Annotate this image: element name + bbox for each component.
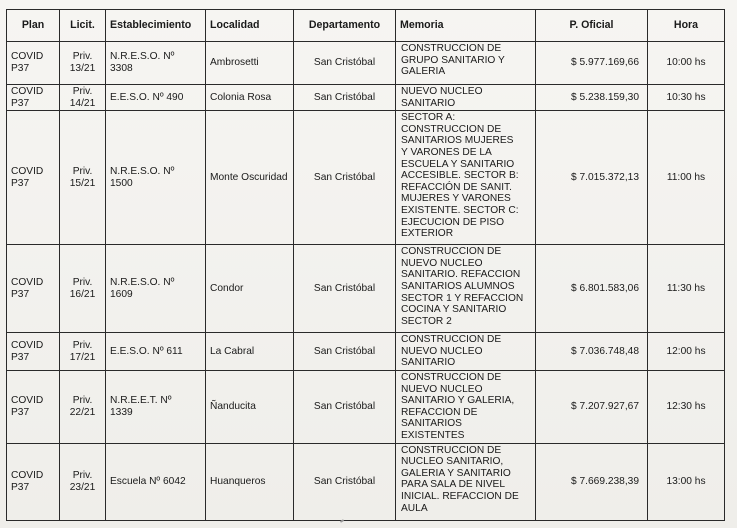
cell-departamento: San Cristóbal <box>294 245 396 333</box>
cell-memoria-line: PARA SALA DE NIVEL <box>401 479 505 491</box>
cell-memoria-line: EJECUCION DE PISO <box>401 216 505 228</box>
cell-plan <box>7 245 60 333</box>
cell-memoria-line: NUEVO NUCLEO <box>401 257 483 269</box>
cell-memoria-line: INICIAL. REFACCION DE <box>401 490 519 502</box>
cell-plan-line: P37 <box>11 177 30 189</box>
cell-establecimiento-line: N.R.E.E.T. Nº <box>110 395 172 407</box>
table-row <box>7 370 725 443</box>
cell-memoria-line: SANITARIO Y GALERIA, <box>401 395 515 407</box>
cell-plan-line: COVID <box>11 469 44 481</box>
cell-localidad: Ñanducita <box>206 370 294 443</box>
header-localidad: Localidad <box>206 10 294 42</box>
cell-hora: 13:00 hs <box>648 443 725 520</box>
cell-memoria-line: AULA <box>401 502 428 514</box>
cell-memoria-line: CONSTRUCCION DE <box>401 123 502 135</box>
cell-licit-line: 15/21 <box>69 177 96 189</box>
header-memoria: Memoria <box>396 10 536 42</box>
cell-plan <box>7 443 60 520</box>
cell-licit <box>60 85 106 111</box>
cell-establecimiento <box>106 443 206 520</box>
cell-plan-line: COVID <box>11 51 44 63</box>
cell-plan-line: P37 <box>11 351 30 363</box>
cell-licit-line: 22/21 <box>69 406 96 418</box>
cell-memoria <box>396 42 536 85</box>
licitaciones-table <box>6 9 725 521</box>
paper-speck <box>340 519 344 523</box>
cell-licit-line: 16/21 <box>69 288 96 300</box>
cell-licit-line: Priv. <box>72 166 93 178</box>
header-p-oficial: P. Oficial <box>536 10 648 42</box>
cell-memoria-line: MUJERES Y VARONES <box>401 193 511 205</box>
cell-memoria-line: REFACCION DE <box>401 406 478 418</box>
cell-departamento: San Cristóbal <box>294 85 396 111</box>
cell-licit-line: Priv. <box>72 339 93 351</box>
cell-memoria-line: SECTOR 1 Y REFACCION <box>401 292 524 304</box>
cell-memoria-line: SANITARIOS <box>401 418 462 430</box>
cell-licit-line: Priv. <box>72 395 93 407</box>
cell-memoria-line: COCINA Y SANITARIO <box>401 304 507 316</box>
cell-establecimiento-line: Escuela Nº 6042 <box>110 475 186 487</box>
cell-licit-line: 23/21 <box>69 481 96 493</box>
cell-memoria-line: SECTOR A: <box>401 112 456 124</box>
cell-plan-line: COVID <box>11 395 44 407</box>
cell-establecimiento <box>106 85 206 111</box>
cell-memoria-line: REFACCIÓN DE SANIT. <box>401 181 512 193</box>
cell-plan-line: COVID <box>11 166 44 178</box>
cell-memoria-line: Y VARONES DE LA <box>401 146 492 158</box>
cell-memoria-line: SANITARIOS MUJERES <box>401 135 514 147</box>
cell-plan <box>7 333 60 371</box>
cell-memoria-line: GRUPO SANITARIO Y <box>401 54 505 66</box>
cell-establecimiento <box>106 333 206 371</box>
cell-establecimiento-line: E.E.S.O. Nº 611 <box>110 345 183 357</box>
cell-memoria-line: NUEVO NUCLEO <box>401 86 483 97</box>
table-row <box>7 111 725 245</box>
cell-plan <box>7 85 60 111</box>
cell-establecimiento-line: N.R.E.S.O. Nº <box>110 166 175 178</box>
cell-memoria <box>396 111 536 245</box>
cell-memoria-line: NUCLEO SANITARIO, <box>401 456 504 468</box>
cell-plan-line: COVID <box>11 339 44 351</box>
cell-plan-line: P37 <box>11 97 30 109</box>
cell-memoria-line: SANITARIO. REFACCION <box>401 269 521 281</box>
cell-memoria <box>396 245 536 333</box>
cell-establecimiento-line: 1339 <box>110 406 133 418</box>
cell-licit-line: Priv. <box>72 469 93 481</box>
cell-plan-line: P37 <box>11 288 30 300</box>
cell-memoria-line: CONSTRUCCION DE <box>401 444 502 456</box>
cell-memoria-line: SANITARIO <box>401 97 456 109</box>
cell-establecimiento <box>106 245 206 333</box>
header-departamento: Departamento <box>294 10 396 42</box>
cell-memoria-line: NUEVO NUCLEO <box>401 345 483 357</box>
cell-memoria-line: SANITARIO <box>401 357 456 369</box>
cell-departamento: San Cristóbal <box>294 111 396 245</box>
cell-departamento: San Cristóbal <box>294 443 396 520</box>
cell-establecimiento <box>106 111 206 245</box>
cell-licit-line: 14/21 <box>69 97 96 109</box>
cell-establecimiento-line: N.R.E.S.O. Nº <box>110 51 175 63</box>
cell-hora: 11:30 hs <box>648 245 725 333</box>
cell-licit <box>60 443 106 520</box>
cell-establecimiento-line: 1609 <box>110 288 133 300</box>
cell-memoria-line: ACCESIBLE. SECTOR B: <box>401 170 519 182</box>
cell-establecimiento <box>106 370 206 443</box>
cell-establecimiento-line: E.E.S.O. Nº 490 <box>110 91 184 103</box>
cell-licit <box>60 370 106 443</box>
cell-departamento: San Cristóbal <box>294 333 396 371</box>
header-plan: Plan <box>7 10 60 42</box>
table-row <box>7 333 725 371</box>
cell-licit <box>60 333 106 371</box>
cell-licit-line: Priv. <box>72 277 93 289</box>
cell-p-oficial: $ 5.977.169,66 <box>536 42 648 85</box>
cell-memoria-line: EXISTENTE. SECTOR C: <box>401 204 519 216</box>
cell-p-oficial: $ 5.238.159,30 <box>536 85 648 111</box>
cell-licit <box>60 111 106 245</box>
cell-plan-line: COVID <box>11 86 44 97</box>
cell-memoria-line: GALERIA <box>401 66 446 78</box>
cell-localidad: Ambrosetti <box>206 42 294 85</box>
cell-establecimiento <box>106 42 206 85</box>
cell-hora: 11:00 hs <box>648 111 725 245</box>
table-row <box>7 85 725 111</box>
cell-plan-line: COVID <box>11 277 44 289</box>
table-row <box>7 42 725 85</box>
cell-plan-line: P37 <box>11 406 30 418</box>
table-header-row <box>7 10 725 42</box>
cell-hora: 12:30 hs <box>648 370 725 443</box>
cell-departamento: San Cristóbal <box>294 370 396 443</box>
cell-licit <box>60 245 106 333</box>
cell-plan <box>7 111 60 245</box>
cell-memoria-line: SANITARIOS ALUMNOS <box>401 280 515 292</box>
cell-memoria <box>396 85 536 111</box>
header-licit: Licit. <box>60 10 106 42</box>
cell-memoria-line: ESCUELA Y SANITARIO <box>401 158 515 170</box>
table-row <box>7 245 725 333</box>
cell-memoria-line: CONSTRUCCION DE <box>401 43 502 54</box>
table-row <box>7 443 725 520</box>
cell-memoria-line: NUEVO NUCLEO <box>401 383 483 395</box>
cell-memoria-line: CONSTRUCCION DE <box>401 371 502 383</box>
cell-plan-line: P37 <box>11 63 30 74</box>
cell-establecimiento-line: 3308 <box>110 63 133 74</box>
cell-localidad: La Cabral <box>206 333 294 371</box>
cell-memoria <box>396 333 536 371</box>
cell-memoria-line: GALERIA Y SANITARIO <box>401 467 511 479</box>
cell-localidad: Huanqueros <box>206 443 294 520</box>
cell-plan-line: P37 <box>11 481 30 493</box>
cell-plan <box>7 370 60 443</box>
cell-memoria-line: SECTOR 2 <box>401 315 452 327</box>
cell-memoria-line: CONSTRUCCION DE <box>401 246 502 258</box>
cell-memoria-line: CONSTRUCCION DE <box>401 334 502 346</box>
cell-departamento: San Cristóbal <box>294 42 396 85</box>
header-establecimiento: Establecimiento <box>106 10 206 42</box>
cell-localidad: Colonia Rosa <box>206 85 294 111</box>
cell-plan <box>7 42 60 85</box>
cell-p-oficial: $ 7.207.927,67 <box>536 370 648 443</box>
cell-memoria-line: EXTERIOR <box>401 228 454 240</box>
cell-memoria-line: EXISTENTES <box>401 429 465 441</box>
header-hora: Hora <box>648 10 725 42</box>
cell-p-oficial: $ 7.036.748,48 <box>536 333 648 371</box>
cell-p-oficial: $ 7.015.372,13 <box>536 111 648 245</box>
cell-licit-line: 17/21 <box>69 351 96 363</box>
cell-establecimiento-line: N.R.E.S.O. Nº <box>110 277 175 289</box>
cell-localidad: Condor <box>206 245 294 333</box>
cell-hora: 12:00 hs <box>648 333 725 371</box>
cell-licit <box>60 42 106 85</box>
cell-hora: 10:30 hs <box>648 85 725 111</box>
cell-hora: 10:00 hs <box>648 42 725 85</box>
cell-memoria <box>396 443 536 520</box>
cell-localidad: Monte Oscuridad <box>206 111 294 245</box>
cell-memoria <box>396 370 536 443</box>
cell-p-oficial: $ 7.669.238,39 <box>536 443 648 520</box>
cell-licit-line: Priv. <box>72 51 93 63</box>
cell-licit-line: Priv. <box>72 86 93 97</box>
cell-p-oficial: $ 6.801.583,06 <box>536 245 648 333</box>
cell-licit-line: 13/21 <box>69 63 96 74</box>
cell-establecimiento-line: 1500 <box>110 177 133 189</box>
